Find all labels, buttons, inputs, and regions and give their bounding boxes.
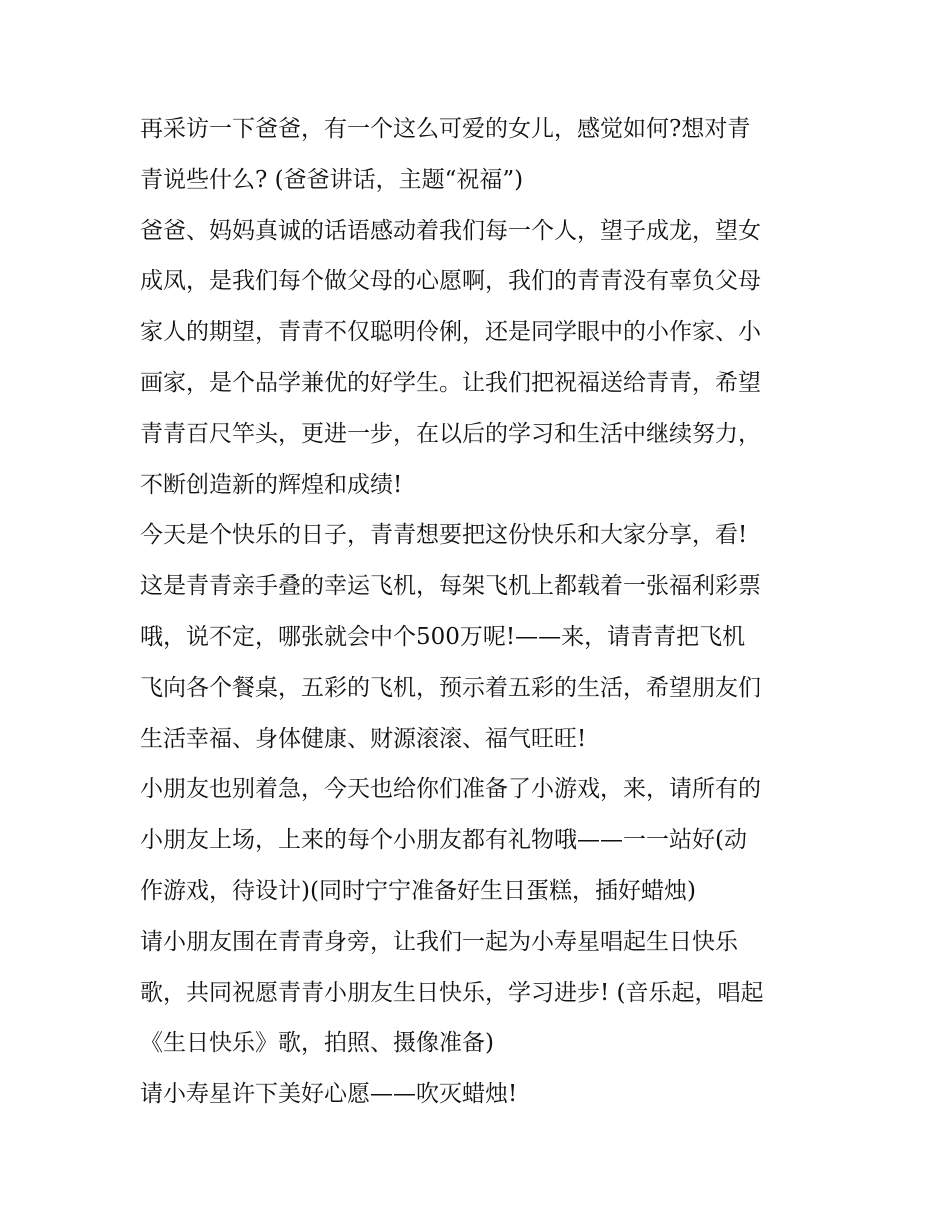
text-line: 作游戏，待设计)(同时宁宁准备好生日蛋糕，插好蜡烛) bbox=[140, 877, 696, 904]
text-line: 请小寿星许下美好心愿——吹灭蜡烛! bbox=[140, 1081, 518, 1108]
text-line: 飞向各个餐桌，五彩的飞机，预示着五彩的生活，希望朋友们 bbox=[140, 674, 761, 701]
text-line: 《生日快乐》歌，拍照、摄像准备) bbox=[140, 1030, 494, 1057]
text-line: 青说些什么? (爸爸讲话，主题“祝福”) bbox=[140, 166, 524, 193]
text-line: 哦，说不定，哪张就会中个500万呢!——来，请青青把飞机 bbox=[140, 623, 746, 650]
text-line: 生活幸福、身体健康、财源滚滚、福气旺旺! bbox=[140, 725, 587, 752]
text-line: 成凤，是我们每个做父母的心愿啊，我们的青青没有辜负父母 bbox=[140, 268, 761, 295]
text-line: 歌，共同祝愿青青小朋友生日快乐，学习进步! (音乐起，唱起 bbox=[140, 979, 764, 1006]
text-line: 这是青青亲手叠的幸运飞机，每架飞机上都载着一张福利彩票 bbox=[140, 573, 761, 600]
text-line: 小朋友也别着急，今天也给你们准备了小游戏，来，请所有的 bbox=[140, 776, 761, 803]
text-line: 今天是个快乐的日子，青青想要把这份快乐和大家分享，看! bbox=[140, 522, 748, 549]
text-line: 青青百尺竿头，更进一步，在以后的学习和生活中继续努力， bbox=[140, 420, 761, 447]
text-line: 小朋友上场，上来的每个小朋友都有礼物哦——一一站好(动 bbox=[140, 827, 747, 854]
text-line: 不断创造新的辉煌和成绩! bbox=[140, 471, 403, 498]
text-line: 请小朋友围在青青身旁，让我们一起为小寿星唱起生日快乐 bbox=[140, 928, 738, 955]
text-line: 家人的期望，青青不仅聪明伶俐，还是同学眼中的小作家、小 bbox=[140, 319, 761, 346]
text-line: 画家，是个品学兼优的好学生。让我们把祝福送给青青，希望 bbox=[140, 369, 761, 396]
text-line: 爸爸、妈妈真诚的话语感动着我们每一个人，望子成龙，望女 bbox=[140, 217, 761, 244]
text-line: 再采访一下爸爸，有一个这么可爱的女儿，感觉如何?想对青 bbox=[140, 116, 751, 142]
document-body bbox=[140, 104, 820, 1120]
